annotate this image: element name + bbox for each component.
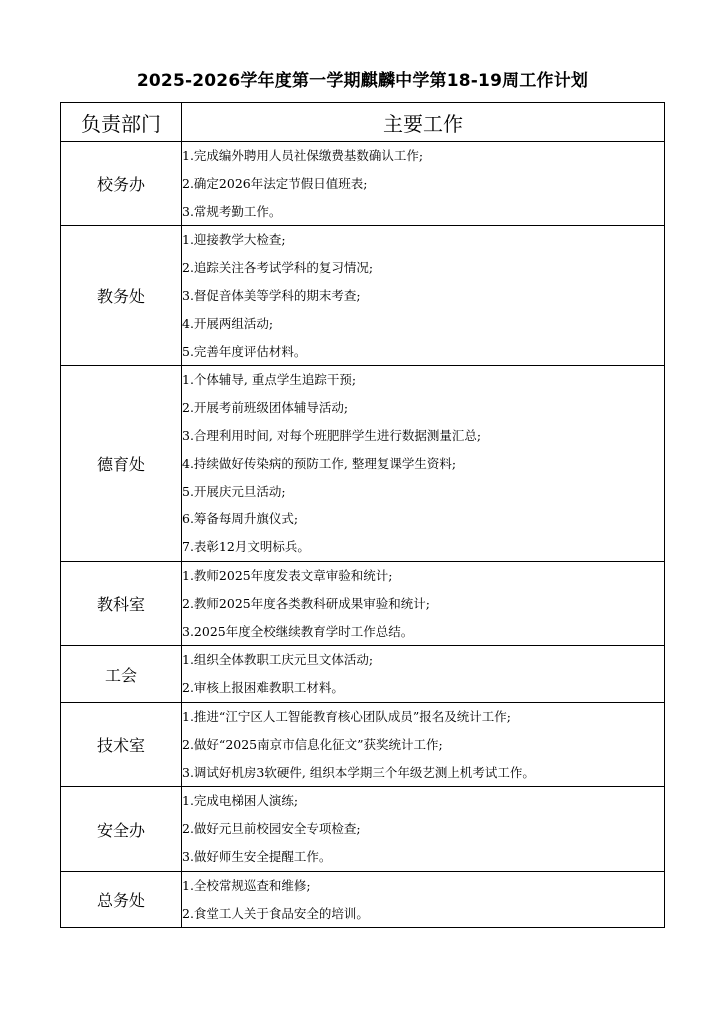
table-row	[61, 646, 665, 703]
task-item: 6.筹备每周升旗仪式;	[182, 511, 299, 527]
tasks-cell	[182, 871, 665, 928]
dept-cell: 工会	[61, 646, 182, 703]
task-item: 1.全校常规巡查和维修;	[182, 877, 311, 893]
table-row	[61, 787, 665, 871]
tasks-cell	[182, 561, 665, 645]
task-item: 3.做好师生安全提醒工作。	[182, 848, 332, 864]
task-item: 1.完成编外聘用人员社保缴费基数确认工作;	[182, 148, 424, 163]
table-row	[61, 226, 665, 366]
table-row	[61, 142, 665, 226]
page-title: 2025-2026学年度第一学期麒麟中学第18-19周工作计划	[136, 71, 589, 91]
tasks-cell	[182, 226, 665, 366]
dept-cell: 教务处	[61, 226, 182, 366]
dept-cell: 教科室	[61, 561, 182, 645]
tasks-cell	[182, 142, 665, 226]
task-item: 1.完成电梯困人演练;	[182, 793, 299, 809]
dept-cell: 德育处	[61, 366, 182, 562]
table-header-row	[61, 103, 665, 142]
task-item: 1.迎接教学大检查;	[182, 232, 286, 248]
task-item: 5.完善年度评估材料。	[182, 343, 307, 359]
task-item: 3.常规考勤工作。	[182, 203, 282, 219]
task-item: 1.教师2025年度发表文章审验和统计;	[182, 567, 393, 583]
table-row	[61, 702, 665, 786]
dept-cell: 安全办	[61, 787, 182, 871]
task-item: 2.追踪关注各考试学科的复习情况;	[182, 260, 374, 276]
tasks-cell	[182, 787, 665, 871]
header-dept: 负责部门	[61, 103, 182, 142]
task-item: 2.审核上报困难教职工材料。	[182, 680, 344, 696]
task-item: 1.组织全体教职工庆元旦文体活动;	[182, 652, 374, 668]
tasks-cell	[182, 366, 665, 562]
task-item: 2.确定2026年法定节假日值班表;	[182, 175, 368, 191]
table-row	[61, 366, 665, 562]
dept-cell: 总务处	[61, 871, 182, 928]
dept-cell: 技术室	[61, 702, 182, 786]
task-item: 2.食堂工人关于食品安全的培训。	[182, 905, 369, 921]
task-item: 5.开展庆元旦活动;	[182, 483, 286, 499]
task-item: 3.合理利用时间, 对每个班肥胖学生进行数据测量汇总;	[182, 427, 482, 443]
task-item: 3.调试好机房3软硬件, 组织本学期三个年级艺测上机考试工作。	[182, 764, 535, 780]
task-item: 2.开展考前班级团体辅导活动;	[182, 400, 349, 416]
tasks-cell	[182, 646, 665, 703]
task-item: 3.2025年度全校继续教育学时工作总结。	[182, 623, 414, 639]
header-work: 主要工作	[182, 103, 665, 142]
task-item: 4.开展两组活动;	[182, 315, 274, 331]
dept-cell: 校务办	[61, 142, 182, 226]
task-item: 7.表彰12月文明标兵。	[182, 539, 310, 555]
tasks-cell	[182, 702, 665, 786]
task-item: 2.教师2025年度各类教科研成果审验和统计;	[182, 595, 430, 611]
table-row	[61, 871, 665, 928]
table-body	[61, 142, 665, 928]
work-plan-table	[60, 102, 665, 928]
task-item: 2.做好元旦前校园安全专项检查;	[182, 821, 361, 837]
task-item: 4.持续做好传染病的预防工作, 整理复课学生资料;	[182, 455, 457, 471]
task-item: 2.做好“2025南京市信息化征文”获奖统计工作;	[182, 736, 443, 752]
task-item: 3.督促音体美等学科的期末考查;	[182, 287, 361, 303]
table-row	[61, 561, 665, 645]
task-item: 1.推进“江宁区人工智能教育核心团队成员”报名及统计工作;	[182, 708, 511, 724]
task-item: 1.个体辅导, 重点学生追踪干预;	[182, 372, 357, 388]
